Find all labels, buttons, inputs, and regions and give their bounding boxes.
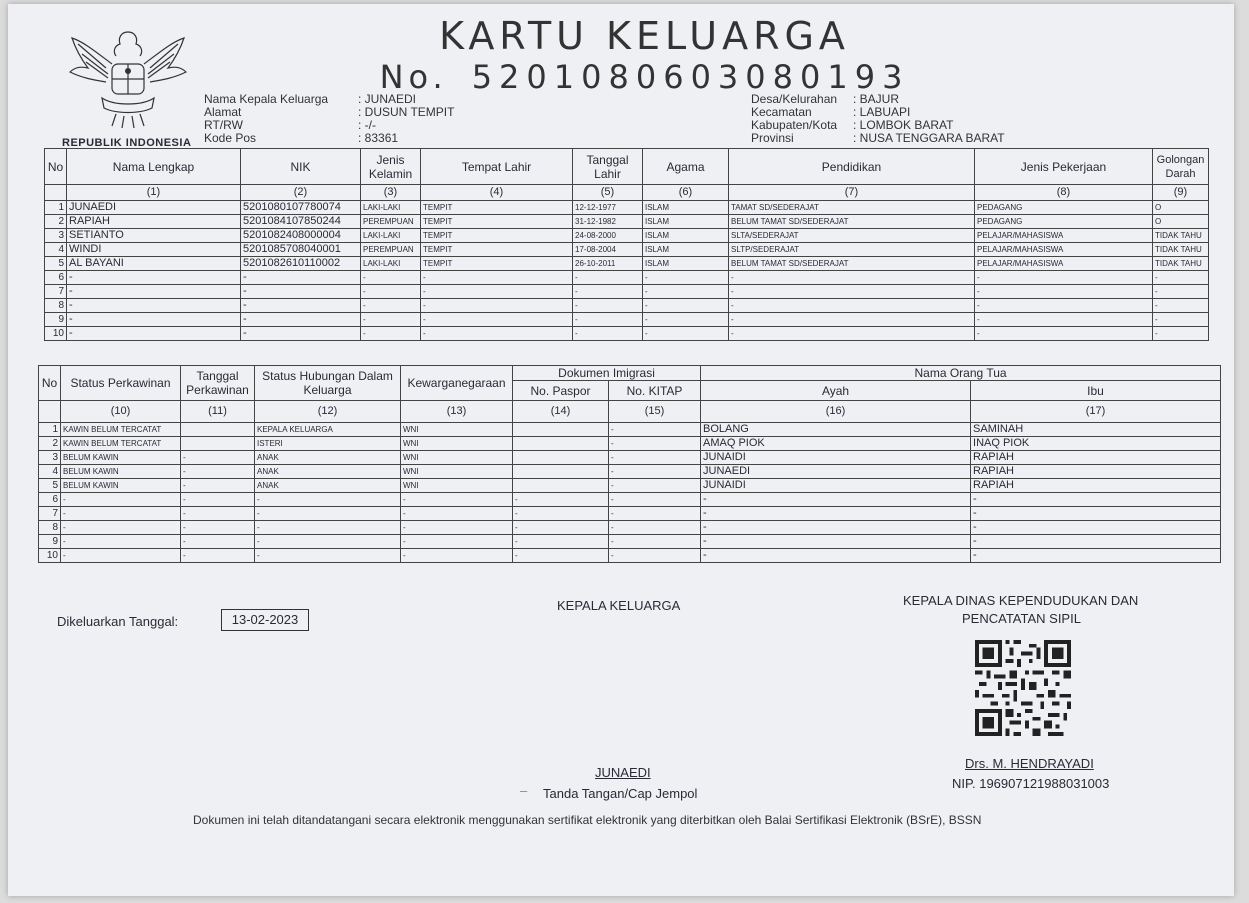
- table-cell: -: [975, 327, 1153, 341]
- signature-caption: Tanda Tangan/Cap Jempol: [543, 786, 698, 801]
- table-row: [45, 201, 1209, 215]
- table-cell: -: [609, 507, 701, 521]
- table-cell: BELUM KAWIN: [61, 465, 181, 479]
- table-cell: -: [609, 437, 701, 451]
- table-cell: -: [181, 451, 255, 465]
- table-cell: -: [67, 327, 241, 341]
- value-kodepos: : 83361: [358, 131, 399, 145]
- family-status-table: [38, 365, 1221, 563]
- col-ayah: Ayah: [701, 381, 971, 401]
- table-cell: [513, 465, 609, 479]
- table-cell: 5201084107850244: [241, 215, 361, 229]
- col-number: (14): [513, 401, 609, 423]
- col-number: (11): [181, 401, 255, 423]
- table-cell: RAPIAH: [971, 465, 1221, 479]
- table-cell: -: [401, 521, 513, 535]
- row-number: 8: [39, 521, 61, 535]
- table-cell: TIDAK TAHU: [1153, 257, 1209, 271]
- table-row: [39, 549, 1221, 563]
- table-cell: ANAK: [255, 451, 401, 465]
- row-number: 4: [39, 465, 61, 479]
- table-cell: -: [241, 271, 361, 285]
- table-cell: -: [513, 535, 609, 549]
- table-cell: PELAJAR/MAHASISWA: [975, 229, 1153, 243]
- table-cell: JUNAIDI: [701, 479, 971, 493]
- garuda-emblem-icon: [66, 24, 190, 134]
- row-number: 1: [45, 201, 67, 215]
- col-golongan-darah: Golongan Darah: [1153, 149, 1209, 185]
- table-cell: ISLAM: [643, 257, 729, 271]
- value-rtrw: : -/-: [358, 118, 376, 132]
- table-cell: -: [513, 507, 609, 521]
- table1-header-row: [45, 149, 1209, 185]
- table-cell: O: [1153, 201, 1209, 215]
- table-cell: [181, 423, 255, 437]
- table-cell: -: [975, 313, 1153, 327]
- col-nama-orang-tua: Nama Orang Tua: [701, 366, 1221, 381]
- table-cell: -: [729, 299, 975, 313]
- table-cell: 5201080107780074: [241, 201, 361, 215]
- table-cell: -: [255, 507, 401, 521]
- col-number: (3): [361, 185, 421, 201]
- table-cell: -: [421, 299, 573, 313]
- table-cell: WNI: [401, 423, 513, 437]
- value-alamat: : DUSUN TEMPIT: [358, 105, 455, 119]
- table-cell: [513, 423, 609, 437]
- row-number: 2: [39, 437, 61, 451]
- table-cell: -: [609, 521, 701, 535]
- table-cell: -: [971, 535, 1221, 549]
- table-row: [39, 479, 1221, 493]
- label-kabupaten: Kabupaten/Kota: [751, 118, 838, 132]
- kk-number: [20, 58, 1249, 96]
- table-cell: -: [255, 493, 401, 507]
- table-cell: SETIANTO: [67, 229, 241, 243]
- table-cell: -: [609, 451, 701, 465]
- table-cell: PEDAGANG: [975, 215, 1153, 229]
- value-provinsi: : NUSA TENGGARA BARAT: [853, 131, 1005, 145]
- table-cell: -: [513, 493, 609, 507]
- table-cell: -: [401, 507, 513, 521]
- table-row: [39, 423, 1221, 437]
- row-number: 9: [45, 313, 67, 327]
- table-cell: -: [573, 285, 643, 299]
- row-number: 5: [45, 257, 67, 271]
- table-cell: -: [513, 549, 609, 563]
- row-number: 6: [45, 271, 67, 285]
- table-row: [45, 243, 1209, 257]
- table2-header-row-1: [39, 366, 1221, 381]
- table-cell: WNI: [401, 479, 513, 493]
- number-value: 5201080603080193: [471, 58, 910, 96]
- table-cell: TEMPIT: [421, 215, 573, 229]
- table-row: [45, 327, 1209, 341]
- table-cell: -: [421, 271, 573, 285]
- label-kepala-keluarga: Nama Kepala Keluarga: [204, 92, 329, 106]
- table1-number-row: [45, 185, 1209, 201]
- label-kecamatan: Kecamatan: [751, 105, 812, 119]
- kepala-keluarga-name: JUNAEDI: [595, 765, 651, 780]
- table-cell: ISLAM: [643, 229, 729, 243]
- table-cell: PEDAGANG: [975, 201, 1153, 215]
- col-number: (17): [971, 401, 1221, 423]
- col-number: (9): [1153, 185, 1209, 201]
- table-cell: 5201085708040001: [241, 243, 361, 257]
- table-cell: -: [609, 479, 701, 493]
- row-number: 5: [39, 479, 61, 493]
- table-row: [45, 271, 1209, 285]
- table-cell: -: [241, 327, 361, 341]
- table-cell: [181, 437, 255, 451]
- qr-code-icon: [975, 638, 1071, 738]
- table-row: [45, 285, 1209, 299]
- official-nip: NIP. 196907121988031003: [952, 776, 1110, 791]
- label-rtrw: RT/RW: [204, 118, 243, 132]
- col-tanggal-lahir: Tanggal Lahir: [573, 149, 643, 185]
- header-right-values: [853, 93, 1005, 145]
- table-cell: BOLANG: [701, 423, 971, 437]
- col-jenis-kelamin: Jenis Kelamin: [361, 149, 421, 185]
- table-cell: -: [181, 493, 255, 507]
- table-cell: -: [971, 493, 1221, 507]
- table-cell: -: [701, 507, 971, 521]
- table-cell: ISLAM: [643, 243, 729, 257]
- table-cell: BELUM KAWIN: [61, 451, 181, 465]
- table-cell: -: [971, 549, 1221, 563]
- table-cell: LAKI-LAKI: [361, 201, 421, 215]
- value-kecamatan: : LABUAPI: [853, 105, 911, 119]
- table-cell: JUNAEDI: [67, 201, 241, 215]
- table-cell: KAWIN BELUM TERCATAT: [61, 437, 181, 451]
- table-cell: -: [609, 493, 701, 507]
- label-provinsi: Provinsi: [751, 131, 794, 145]
- table-cell: -: [513, 521, 609, 535]
- table-cell: -: [609, 549, 701, 563]
- table-cell: -: [241, 285, 361, 299]
- table-row: [45, 299, 1209, 313]
- table-row: [45, 215, 1209, 229]
- table-row: [39, 465, 1221, 479]
- table-cell: -: [67, 313, 241, 327]
- table-cell: TIDAK TAHU: [1153, 229, 1209, 243]
- table-cell: -: [1153, 327, 1209, 341]
- table-cell: ANAK: [255, 479, 401, 493]
- table-cell: WNI: [401, 437, 513, 451]
- table-cell: 31-12-1982: [573, 215, 643, 229]
- table-cell: -: [67, 285, 241, 299]
- col-number: (8): [975, 185, 1153, 201]
- col-tempat-lahir: Tempat Lahir: [421, 149, 573, 185]
- table-cell: -: [643, 285, 729, 299]
- table-cell: -: [421, 285, 573, 299]
- table-cell: -: [361, 271, 421, 285]
- issued-label: Dikeluarkan Tanggal:: [57, 614, 179, 629]
- col-number: (7): [729, 185, 975, 201]
- table-cell: ANAK: [255, 465, 401, 479]
- col-tanggal-perkawinan: Tanggal Perkawinan: [181, 366, 255, 401]
- col-number: (16): [701, 401, 971, 423]
- table-cell: -: [609, 535, 701, 549]
- table-cell: -: [701, 521, 971, 535]
- table-cell: ISTERI: [255, 437, 401, 451]
- col-nama-lengkap: Nama Lengkap: [67, 149, 241, 185]
- row-number: 8: [45, 299, 67, 313]
- col-no: No: [45, 149, 67, 185]
- value-desa: : BAJUR: [853, 92, 900, 106]
- col-number: (4): [421, 185, 573, 201]
- table-row: [39, 507, 1221, 521]
- col-no-paspor: No. Paspor: [513, 381, 609, 401]
- col-number: (13): [401, 401, 513, 423]
- table-cell: -: [971, 507, 1221, 521]
- table-cell: -: [361, 299, 421, 313]
- table-row: [45, 257, 1209, 271]
- table-cell: -: [61, 507, 181, 521]
- table-cell: -: [181, 507, 255, 521]
- table-cell: BELUM TAMAT SD/SEDERAJAT: [729, 215, 975, 229]
- footer-note: Dokumen ini telah ditandatangani secara elektronik menggunakan sertifikat elektronik yang diterbitkan oleh Balai Sertifikasi Elektronik (BSrE), BSSN: [193, 813, 982, 827]
- table-row: [45, 229, 1209, 243]
- table-cell: -: [61, 549, 181, 563]
- signature-dash: –: [520, 783, 528, 798]
- dinas-label-1: KEPALA DINAS KEPENDUDUKAN DAN: [903, 593, 1139, 608]
- label-desa: Desa/Kelurahan: [751, 92, 838, 106]
- table1-body: [45, 201, 1209, 341]
- dinas-label-2: PENCATATAN SIPIL: [962, 611, 1081, 626]
- table-cell: -: [61, 535, 181, 549]
- table-cell: BELUM TAMAT SD/SEDERAJAT: [729, 257, 975, 271]
- table-cell: PEREMPUAN: [361, 243, 421, 257]
- table-cell: -: [971, 521, 1221, 535]
- table-cell: -: [255, 549, 401, 563]
- col-no: No: [39, 366, 61, 401]
- table-cell: LAKI-LAKI: [361, 229, 421, 243]
- table-cell: -: [643, 313, 729, 327]
- table-cell: WNI: [401, 465, 513, 479]
- table-cell: TEMPIT: [421, 201, 573, 215]
- issued-date: 13-02-2023: [221, 609, 309, 631]
- row-number: 3: [45, 229, 67, 243]
- table-cell: JUNAIDI: [701, 451, 971, 465]
- col-number: (15): [609, 401, 701, 423]
- table-cell: -: [701, 493, 971, 507]
- table-cell: -: [1153, 299, 1209, 313]
- table-cell: TEMPIT: [421, 229, 573, 243]
- table-cell: SLTA/SEDERAJAT: [729, 229, 975, 243]
- table-cell: [513, 451, 609, 465]
- table-cell: TAMAT SD/SEDERAJAT: [729, 201, 975, 215]
- table-cell: 5201082610110002: [241, 257, 361, 271]
- table-cell: -: [573, 271, 643, 285]
- table-row: [39, 451, 1221, 465]
- table-cell: -: [643, 327, 729, 341]
- table-cell: -: [975, 271, 1153, 285]
- table-cell: RAPIAH: [67, 215, 241, 229]
- table-cell: TEMPIT: [421, 257, 573, 271]
- table-cell: AL BAYANI: [67, 257, 241, 271]
- table-cell: -: [241, 313, 361, 327]
- table-cell: PELAJAR/MAHASISWA: [975, 243, 1153, 257]
- table-row: [39, 521, 1221, 535]
- table-cell: -: [421, 327, 573, 341]
- table-cell: -: [241, 299, 361, 313]
- col-pendidikan: Pendidikan: [729, 149, 975, 185]
- table-cell: -: [701, 535, 971, 549]
- row-number: 2: [45, 215, 67, 229]
- table-cell: AMAQ PIOK: [701, 437, 971, 451]
- table-cell: SAMINAH: [971, 423, 1221, 437]
- col-no-kitap: No. KITAP: [609, 381, 701, 401]
- table-cell: WNI: [401, 451, 513, 465]
- col-agama: Agama: [643, 149, 729, 185]
- table-cell: -: [67, 299, 241, 313]
- row-number: 4: [45, 243, 67, 257]
- table-cell: RAPIAH: [971, 451, 1221, 465]
- row-number: 6: [39, 493, 61, 507]
- col-number: (5): [573, 185, 643, 201]
- table-cell: 17-08-2004: [573, 243, 643, 257]
- col-number: (1): [67, 185, 241, 201]
- col-number: (6): [643, 185, 729, 201]
- table-cell: -: [573, 327, 643, 341]
- col-nik: NIK: [241, 149, 361, 185]
- col-number: (2): [241, 185, 361, 201]
- label-alamat: Alamat: [204, 105, 242, 119]
- table-cell: WINDI: [67, 243, 241, 257]
- emblem-caption: REPUBLIK INDONESIA: [62, 137, 192, 149]
- table-cell: -: [361, 327, 421, 341]
- kepala-keluarga-label: KEPALA KELUARGA: [557, 598, 681, 613]
- col-ibu: Ibu: [971, 381, 1221, 401]
- header-left-values: [358, 93, 454, 145]
- table2-body: [39, 423, 1221, 563]
- document-title: KARTU KELUARGA: [439, 14, 850, 58]
- header-right-labels: [751, 93, 837, 145]
- table-cell: -: [181, 521, 255, 535]
- table-cell: -: [1153, 271, 1209, 285]
- table-cell: INAQ PIOK: [971, 437, 1221, 451]
- table-cell: 12-12-1977: [573, 201, 643, 215]
- table-cell: -: [361, 285, 421, 299]
- col-kewarganegaraan: Kewarganegaraan: [401, 366, 513, 401]
- table-cell: -: [181, 535, 255, 549]
- table-cell: TEMPIT: [421, 243, 573, 257]
- table-cell: -: [609, 465, 701, 479]
- table-cell: -: [421, 313, 573, 327]
- table-cell: [513, 437, 609, 451]
- table-cell: -: [975, 299, 1153, 313]
- table-cell: -: [701, 549, 971, 563]
- table-cell: -: [643, 271, 729, 285]
- table-cell: JUNAEDI: [701, 465, 971, 479]
- table-cell: KAWIN BELUM TERCATAT: [61, 423, 181, 437]
- table-cell: -: [609, 423, 701, 437]
- table-cell: [513, 479, 609, 493]
- table-cell: -: [67, 271, 241, 285]
- table-cell: -: [729, 327, 975, 341]
- table2-number-row: [39, 401, 1221, 423]
- table-cell: -: [643, 299, 729, 313]
- col-number: (10): [61, 401, 181, 423]
- col-dokumen-imigrasi: Dokumen Imigrasi: [513, 366, 701, 381]
- table-cell: KEPALA KELUARGA: [255, 423, 401, 437]
- table-cell: TIDAK TAHU: [1153, 243, 1209, 257]
- table-cell: -: [361, 313, 421, 327]
- table-cell: -: [181, 479, 255, 493]
- number-prefix: No.: [379, 58, 448, 96]
- table-cell: ISLAM: [643, 201, 729, 215]
- table-cell: 5201082408000004: [241, 229, 361, 243]
- row-number: 1: [39, 423, 61, 437]
- table-cell: -: [255, 535, 401, 549]
- table-cell: -: [401, 549, 513, 563]
- row-number: 7: [39, 507, 61, 521]
- table-cell: -: [61, 521, 181, 535]
- official-name: Drs. M. HENDRAYADI: [965, 756, 1094, 771]
- table-cell: O: [1153, 215, 1209, 229]
- table-cell: -: [181, 549, 255, 563]
- table-cell: -: [255, 521, 401, 535]
- table-cell: -: [401, 493, 513, 507]
- col-jenis-pekerjaan: Jenis Pekerjaan: [975, 149, 1153, 185]
- table-cell: -: [729, 285, 975, 299]
- table-cell: -: [729, 313, 975, 327]
- family-members-table: [44, 148, 1209, 341]
- table-cell: -: [61, 493, 181, 507]
- table-cell: -: [401, 535, 513, 549]
- table-cell: RAPIAH: [971, 479, 1221, 493]
- table-cell: SLTP/SEDERAJAT: [729, 243, 975, 257]
- table-cell: -: [573, 299, 643, 313]
- table-row: [45, 313, 1209, 327]
- table-cell: -: [1153, 313, 1209, 327]
- row-number: 3: [39, 451, 61, 465]
- row-number: 10: [45, 327, 67, 341]
- table-cell: -: [573, 313, 643, 327]
- col-number-blank: [39, 401, 61, 423]
- table-cell: PEREMPUAN: [361, 215, 421, 229]
- row-number: 10: [39, 549, 61, 563]
- table-cell: 24-08-2000: [573, 229, 643, 243]
- table-cell: -: [729, 271, 975, 285]
- table-row: [39, 437, 1221, 451]
- table-cell: ISLAM: [643, 215, 729, 229]
- row-number: 9: [39, 535, 61, 549]
- col-status-perkawinan: Status Perkawinan: [61, 366, 181, 401]
- col-number-blank: [45, 185, 67, 201]
- table-cell: 26-10-2011: [573, 257, 643, 271]
- col-number: (12): [255, 401, 401, 423]
- table-cell: -: [181, 465, 255, 479]
- table-cell: LAKI-LAKI: [361, 257, 421, 271]
- table-row: [39, 493, 1221, 507]
- col-status-hubungan: Status Hubungan Dalam Keluarga: [255, 366, 401, 401]
- value-kabupaten: : LOMBOK BARAT: [853, 118, 954, 132]
- label-kodepos: Kode Pos: [204, 131, 257, 145]
- value-kepala-keluarga: : JUNAEDI: [358, 92, 417, 106]
- table-row: [39, 535, 1221, 549]
- header-left-labels: [204, 93, 328, 145]
- table-cell: BELUM KAWIN: [61, 479, 181, 493]
- table-cell: -: [1153, 285, 1209, 299]
- table-cell: -: [975, 285, 1153, 299]
- table-cell: PELAJAR/MAHASISWA: [975, 257, 1153, 271]
- row-number: 7: [45, 285, 67, 299]
